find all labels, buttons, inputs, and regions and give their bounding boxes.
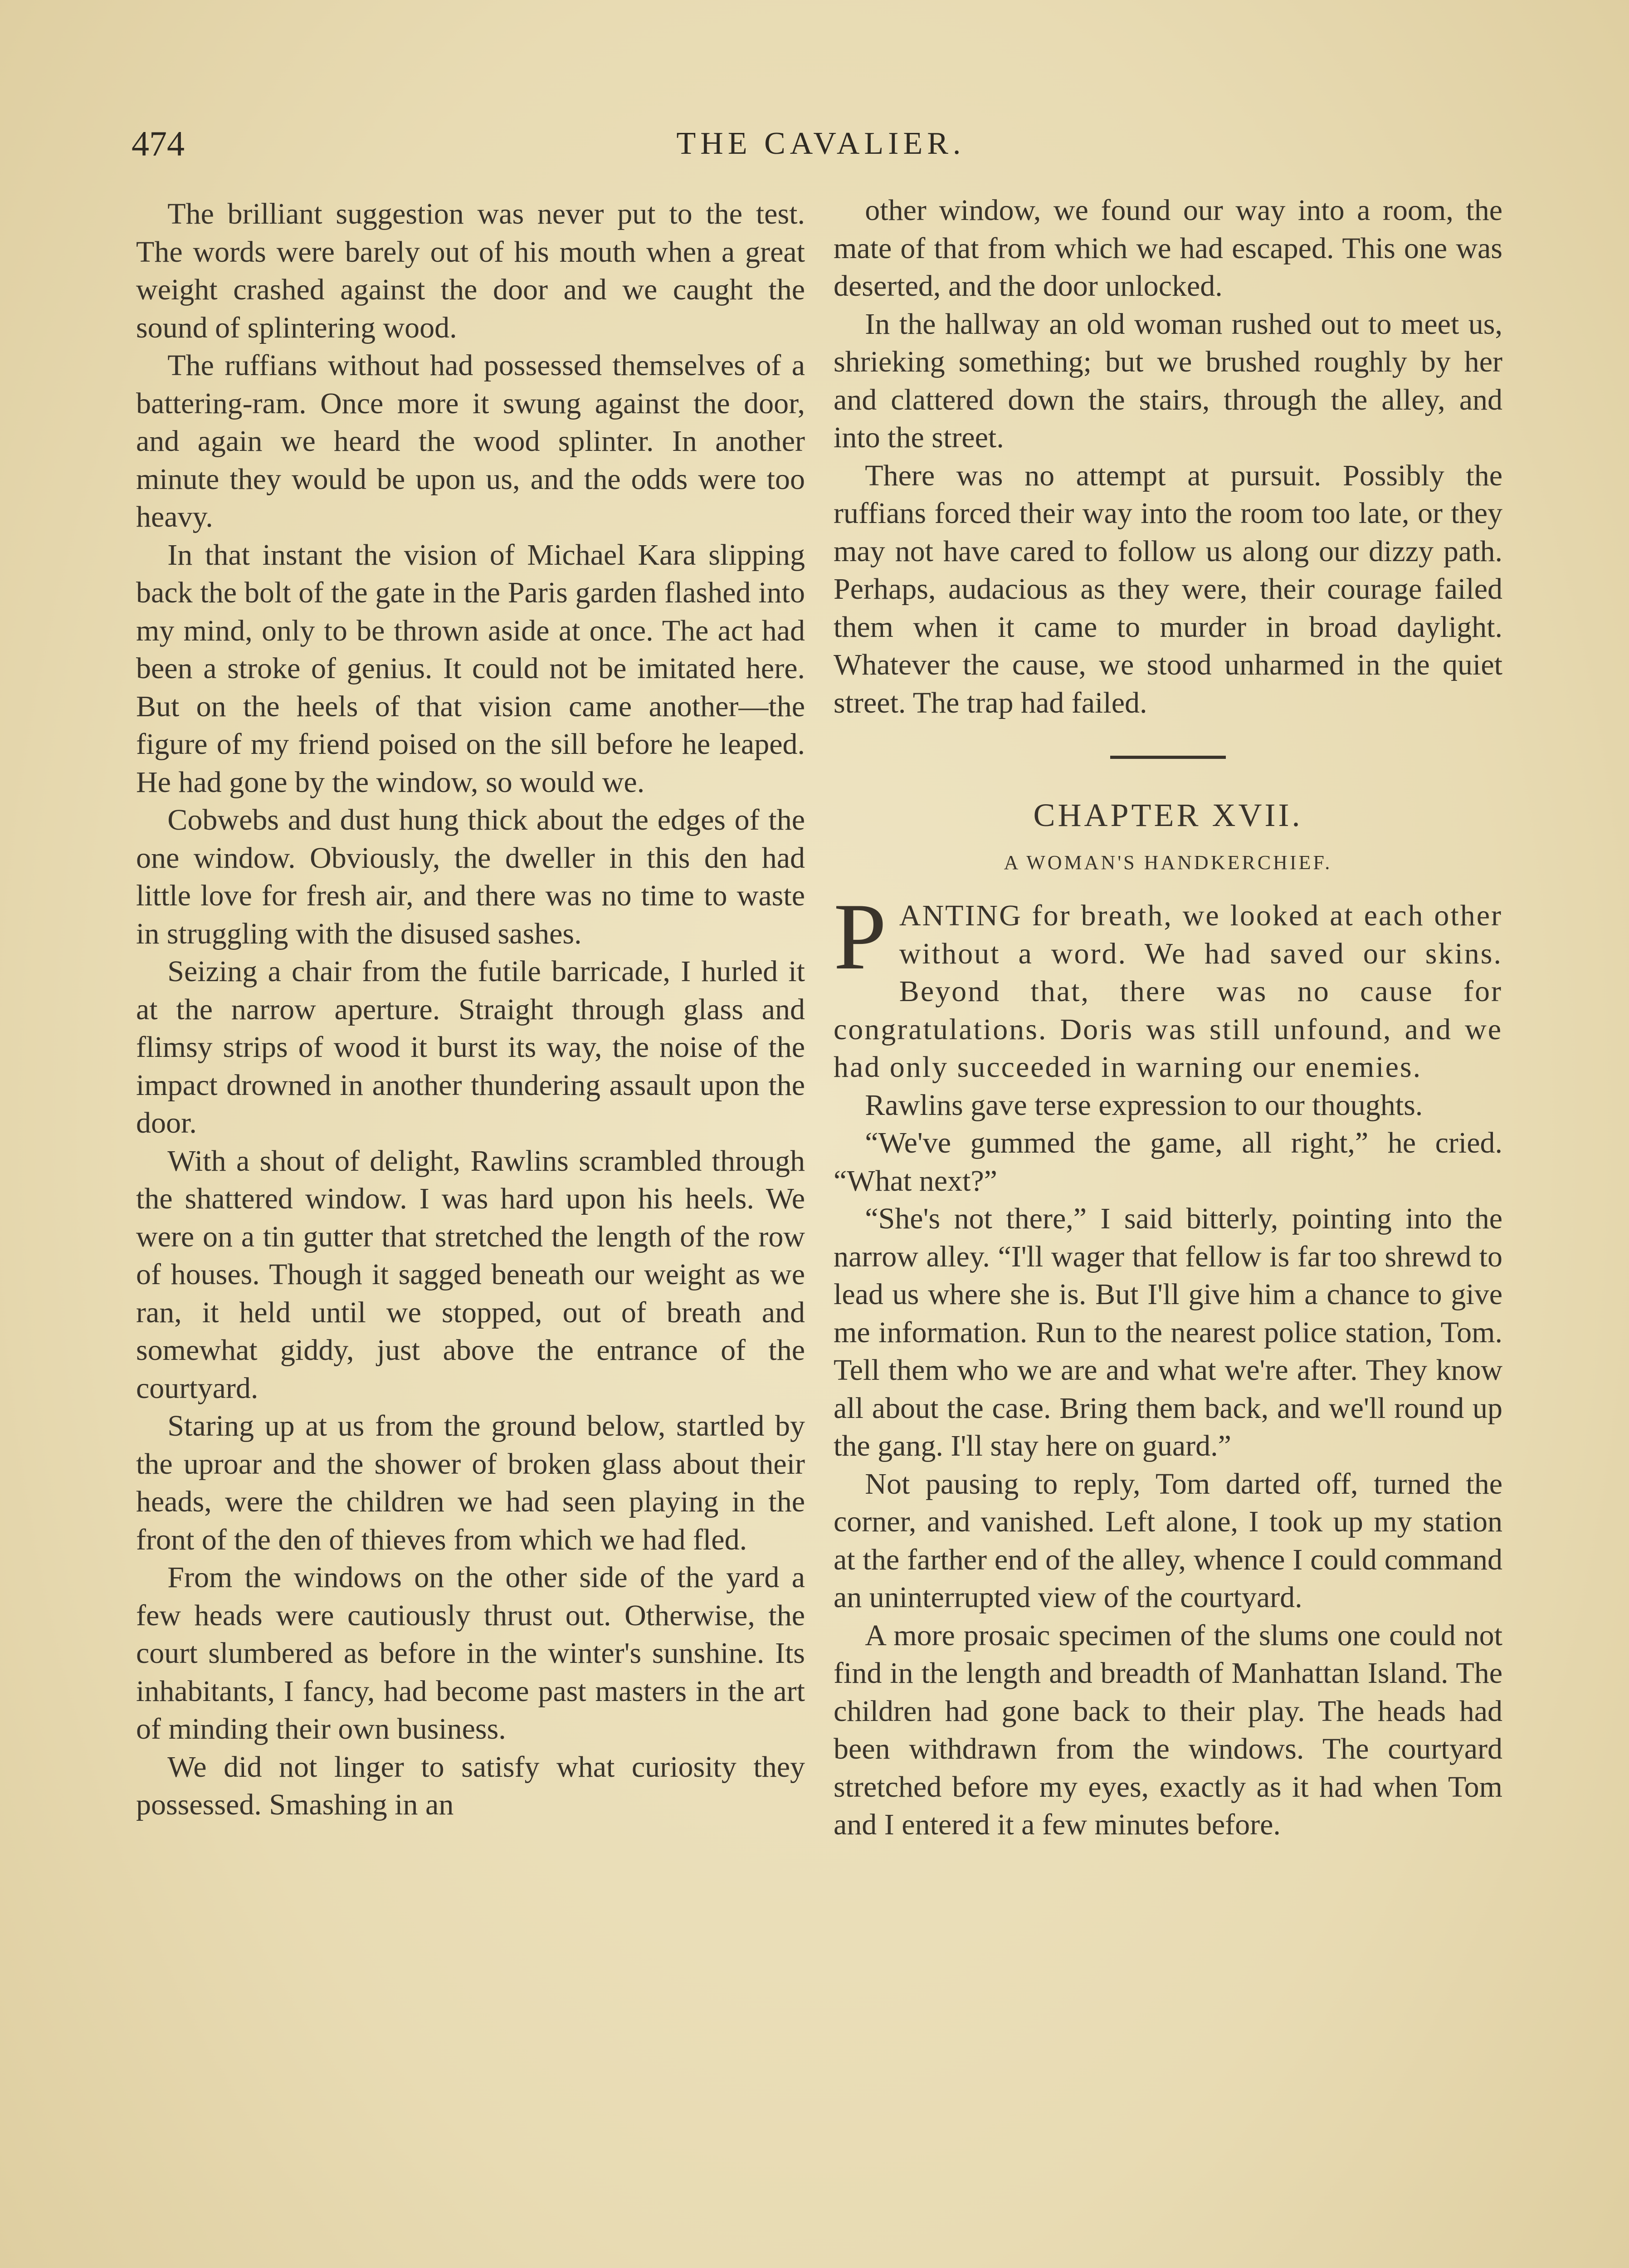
page-header <box>132 119 1510 169</box>
chapter-subtitle: A WOMAN'S HANDKERCHIEF. <box>1004 851 1332 874</box>
right-column <box>834 191 1502 1844</box>
chapter-title: CHAPTER XVII. <box>1033 797 1303 833</box>
paragraph: Not pausing to reply, Tom darted off, turned the corner, and vanished. Left alone, I took up my station at the farther end of the alley, whence I could command an uninterrupted view of the courtyard. <box>834 1467 1502 1614</box>
paragraph: The ruffians without had possessed themselves of a battering-ram. Once more it swung against the door, and again we heard the wood splinter. In another minute they would be upon us, and the odds were too heavy. <box>136 349 805 533</box>
chapter-opening-paragraph <box>834 884 1502 1086</box>
drop-cap: P <box>834 884 887 989</box>
paragraph: A more prosaic specimen of the slums one could not find in the length and breadth of Manhattan Island. The children had gone back to their play. The heads had been withdrawn from the windows. The courtyard stretched before my eyes, exactly as it had when Tom and I entered it a few minutes before. <box>834 1618 1502 1841</box>
paragraph: Staring up at us from the ground below, startled by the uproar and the shower of broken glass about their heads, were the children we had seen playing in the front of the den of thieves from which we had fled. <box>136 1409 805 1556</box>
paragraph: We did not linger to satisfy what curiosity they possessed. Smashing in an <box>136 1750 805 1821</box>
left-column <box>136 195 805 1824</box>
paragraph: “She's not there,” I said bitterly, pointing into the narrow alley. “I'll wager that fellow is far too shrewd to lead us where she is. But I'll give him a chance to give me information. Run to the nearest police station, Tom. Tell them who we are and what we're after. They know all about the case. Bring them back, and we'll round up the gang. I'll stay here on guard.” <box>834 1202 1502 1462</box>
paragraph: other window, we found our way into a room, the mate of that from which we had escaped. This one was deserted, and the door unlocked. <box>834 194 1502 303</box>
paragraph: With a shout of delight, Rawlins scrambled through the shattered window. I was hard upon his heels. We were on a tin gutter that stretched the length of the row of houses. Though it sagged beneath our weight as we ran, it held until we stopped, out of breath and somewhat giddy, just above the entrance of the courtyard. <box>136 1144 805 1405</box>
paragraph: Rawlins gave terse expression to our thoughts. <box>865 1088 1423 1122</box>
paragraph: In the hallway an old woman rushed out to meet us, shrieking something; but we brushed roughly by her and clattered down the stairs, through the alley, and into the street. <box>834 307 1502 454</box>
paragraph: Seizing a chair from the futile barricade, I hurled it at the narrow aperture. Straight through glass and flimsy strips of wood it burst its way, the noise of the impact drowned in another thundering assault upon the door. <box>136 955 805 1139</box>
page-number: 474 <box>132 124 185 163</box>
opening-text: ANTING for breath, we looked at each other without a word. We had saved our skins. Beyond that, there was no cause for congratulations. Doris was still unfound, and we had only succeeded in warning our enemies. <box>834 899 1502 1084</box>
section-divider <box>1110 756 1226 759</box>
running-head: THE CAVALIER. <box>676 126 966 161</box>
paragraph: “We've gummed the game, all right,” he cried. “What next?” <box>834 1126 1502 1198</box>
paragraph: There was no attempt at pursuit. Possibly the ruffians forced their way into the room too late, or they may not have cared to follow us along our dizzy path. Perhaps, audacious as they were, their courage failed them when it came to murder in broad daylight. Whatever the cause, we stood unharmed in the quiet street. The trap had failed. <box>834 459 1502 719</box>
paragraph: Cobwebs and dust hung thick about the edges of the one window. Obviously, the dweller in this den had little love for fresh air, and there was no time to waste in struggling with the disused sashes. <box>136 803 805 950</box>
paragraph: The brilliant suggestion was never put to the test. The words were barely out of his mouth when a great weight crashed against the door and we caught the sound of splintering wood. <box>136 197 805 344</box>
paragraph: In that instant the vision of Michael Kara slipping back the bolt of the gate in the Paris garden flashed into my mind, only to be thrown aside at once. The act had been a stroke of genius. It could not be imitated here. But on the heels of that vision came another—the figure of my friend poised on the sill before he leaped. He had gone by the window, so would we. <box>136 538 805 799</box>
paragraph: From the windows on the other side of the yard a few heads were cautiously thrust out. Otherwise, the court slumbered as before in the winter's sunshine. Its inhabitants, I fancy, had become past masters in the art of minding their own business. <box>136 1561 805 1745</box>
